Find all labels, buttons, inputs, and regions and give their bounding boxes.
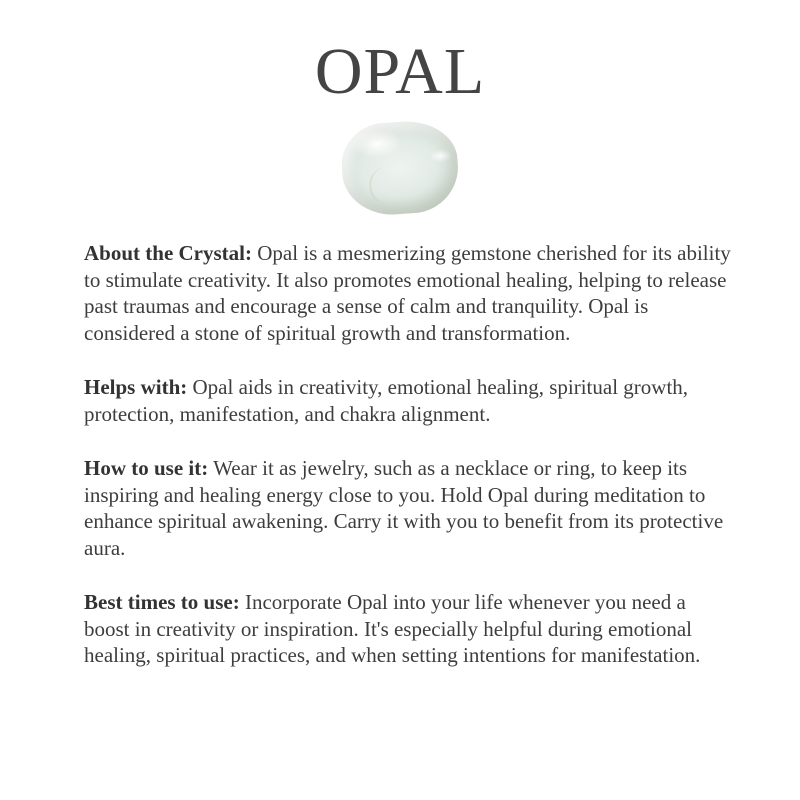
page-title: OPAL: [314, 35, 486, 108]
section-label: How to use it:: [84, 456, 209, 480]
section-label: Best times to use:: [84, 590, 240, 614]
section-about: [84, 240, 734, 346]
section-text: Opal is a mesmerizing gemstone cherished for its ability to stimulate creativity. It also promotes emotional healing, helping to release past traumas and encourage a sense of calm and tranquility. Opal is considered a stone of spiritual growth and transformation.: [84, 241, 731, 345]
opal-stone-icon: [339, 118, 461, 218]
section-helps-with: [84, 374, 734, 427]
crystal-description: [84, 240, 734, 697]
section-text: Wear it as jewelry, such as a necklace or ring, to keep its inspiring and healing energy close to you. Hold Opal during meditation to enhance spiritual awakening. Carry it with you to benefit from its protective aura.: [84, 456, 724, 560]
section-how-to-use: [84, 455, 734, 561]
section-best-times: [84, 589, 734, 669]
opal-stone-image: [338, 118, 462, 218]
section-text: Incorporate Opal into your life whenever you need a boost in creativity or inspiration. It's especially helpful during emotional healing, spiritual practices, and when setting intentions for manifestation.: [84, 590, 701, 667]
section-text: Opal aids in creativity, emotional healing, spiritual growth, protection, manifestation, and chakra alignment.: [84, 375, 689, 426]
section-label: About the Crystal:: [84, 241, 252, 265]
section-label: Helps with:: [84, 375, 188, 399]
